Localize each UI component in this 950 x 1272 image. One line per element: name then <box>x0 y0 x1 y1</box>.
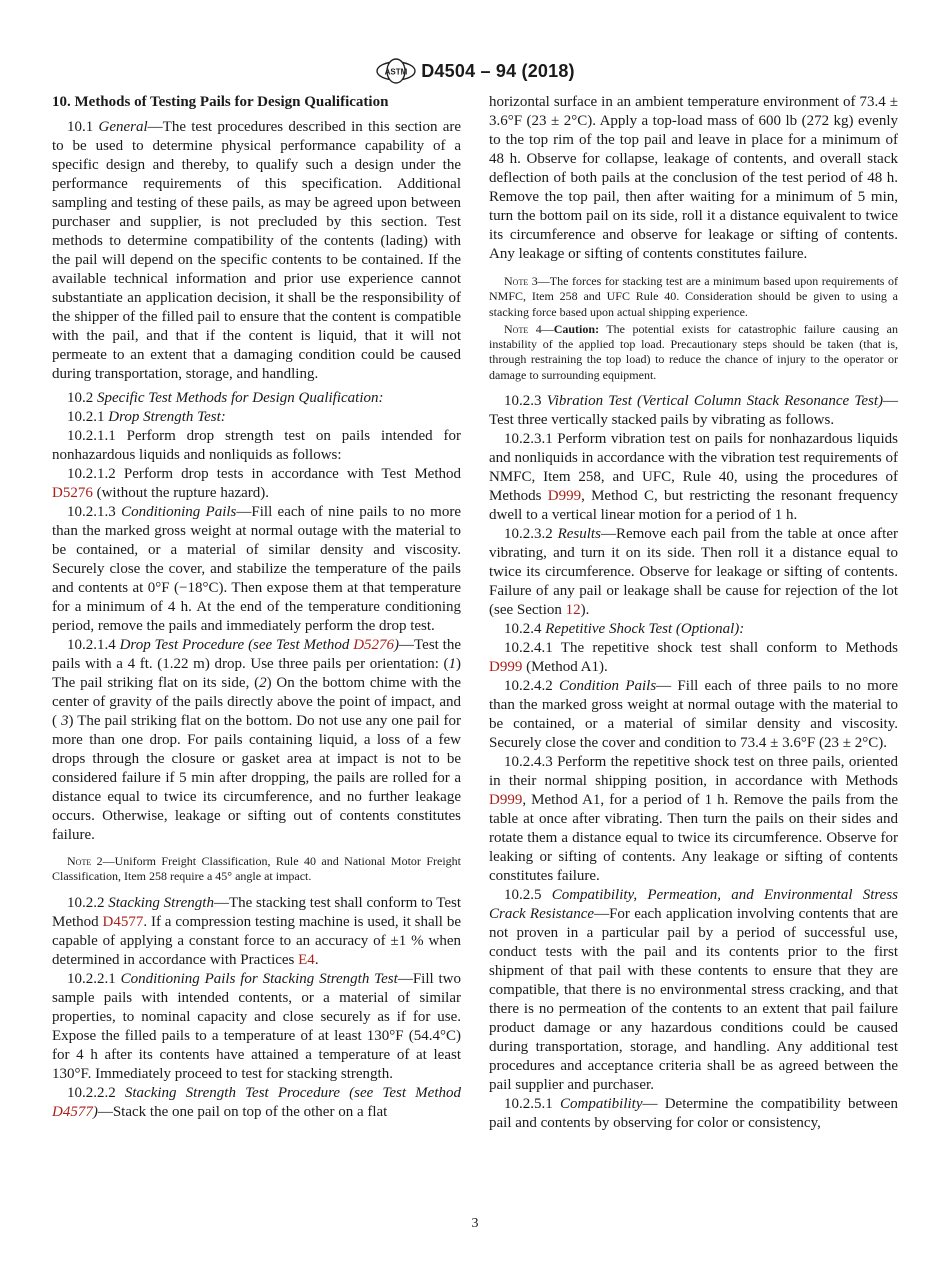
para-10-2-5: 10.2.5 Compatibility, Permeation, and Environmental Stress Crack Resistance—For each application involving contents that are not proven in a particular pail by a period of successful use, conduct tests with the pail and its contents prior to the first shipment of that pail with these contents to ensure that they are compatible, that there is no environmental stress cracking, and that there is no permeation of the contents to an extent that pail failure product damage or any hazardous conditions could be caused during transportation, storage, and handling. Any additional test procedures and acceptance criteria shall be as agreed between the pail supplier and purchaser. <box>489 887 899 1094</box>
page-header <box>0 56 950 86</box>
link-section-12[interactable]: 12 <box>565 602 581 619</box>
para-10-2-2-1: 10.2.2.1 Conditioning Pails for Stacking Strength Test—Fill two sample pails with intended contents, or a material of similar properties, to nominal capacity and close securely as if for use. Expose the filled pails to a temperature of at least 130°F (54.4°C) for 4 h after its contents have attained a temperature of at least 130°F. Immediately proceed to test for stacking strength. <box>52 970 461 1082</box>
link-d999[interactable]: D999 <box>489 659 523 676</box>
page-number: 3 <box>471 1216 479 1231</box>
para-10-2-3-2: 10.2.3.2 Results—Remove each pail from the table at once after vibrating, and turn it on its side. Then roll it a distance equal to twice its circumference. Observe for leakage or sifting of contents. Failure of any pail or leakage shall be cause for rejection of the lot (see Section 12). <box>489 526 899 619</box>
para-10-2-4-2: 10.2.4.2 Condition Pails— Fill each of three pails to no more than the marked gross weight at normal outage with the material to be contained, or a material of similar density and viscosity. Securely close the cover and condition to 73.4 ± 3.6°F (23 ± 2°C). <box>489 678 899 752</box>
link-d999[interactable]: D999 <box>489 792 523 809</box>
link-e4[interactable]: E4 <box>298 951 315 968</box>
para-10-2-1-4: 10.2.1.4 Drop Test Procedure (see Test Method D5276)—Test the pails with a 4 ft. (1.22 m) drop. Use three pails per orientation: (1) The pail striking flat on its side, (2) On the bottom chime with the center of gravity of the pails directly above the point of impact, and ( 3) The pail striking flat on the bottom. Do not use any one pail for more than one drop. For pails containing liquid, a loss of a few drops through the closure or gasket area at impact is not to be considered failure if 5 min after dropping, the pails are rolled for a distance equal to twice its circumference, and no further leakage occurs. Otherwise, leakage or sifting out of contents constitutes failure. <box>52 637 461 843</box>
para-10-2: 10.2 Specific Test Methods for Design Qualification: <box>67 390 384 406</box>
para-10-2-4: 10.2.4 Repetitive Shock Test (Optional): <box>504 621 745 638</box>
para-continued: horizontal surface in an ambient temperature environment of 73.4 ± 3.6°F (23 ± 2°C). Apply a top-load mass of 600 lb (272 kg) evenly to the top rim of the top pail and leave in place for a minimum of 48 h. Observe for collapse, leakage of contents, and overall stack deflection of both pails at the conclusion of the test period of 48 h. Remove the top pail, then after waiting for a minimum of 5 min, turn the bottom pail on its side, roll it a distance equivalent to twice its circumference and observe for leakage or sifting of contents. Any leakage or sifting of contents constitutes failure. <box>489 94 898 262</box>
para-10-2-5-1: 10.2.5.1 Compatibility— Determine the compatibility between pail and contents by observing for color or consistency, <box>489 1096 898 1132</box>
para-10-2-4-3: 10.2.4.3 Perform the repetitive shock test on three pails, oriented in their normal shipping position, in accordance with Methods D999, Method A1, for a period of 1 h. Remove the pails from the table at once after vibrating. Then turn the pails on their sides and rotate them a distance equal to twice its circumference. Observe for leaking or sifting of contents. Any leakage or sifting of contents constitutes failure. <box>489 754 898 885</box>
para-10-2-1-3: 10.2.1.3 Conditioning Pails—Fill each of nine pails to no more than the marked gross weight at normal outage with the material to be contained, or a material of similar density and viscosity. Securely close the cover, and stabilize the temperature of the pails and contents at 0°F (−18°C). Then expose them at that temperature for a minimum of 4 h. At the end of the temperature conditioning period, remove the pails and immediately perform the drop test. <box>52 504 461 634</box>
standard-designation: D4504 – 94 (2018) <box>421 60 575 81</box>
note-2: Note 2—Uniform Freight Classification, Rule 40 and National Motor Freight Classification, Item 258 require a 45° angle at impact. <box>52 854 461 884</box>
para-10-2-3-1: 10.2.3.1 Perform vibration test on pails for nonhazardous liquids and nonliquids in accordance with the vibration test requirements of NMFC, Item 258, and UFC, Rule 40, using the procedures of Methods D999, Method C, but restricting the resonant frequency dwell to a vertical linear motion for a period of 1 h. <box>489 431 898 524</box>
note-3: Note 3—The forces for stacking test are a minimum based upon requirements of NMFC, Item 258 and UFC Rule 40. Consideration should be given to using a stacking force based upon actual shipping experience. <box>489 274 898 319</box>
para-10-2-4-1: 10.2.4.1 The repetitive shock test shall conform to Methods D999 (Method A1). <box>489 640 898 676</box>
link-d4577[interactable]: D4577 <box>52 1103 93 1120</box>
svg-text:ASTM: ASTM <box>384 67 408 77</box>
note-4: Note 4—Caution: The potential exists for catastrophic failure causing an instability of the applied top load. Precautionary steps should be taken (that is, through restraining the top load) to reduce the chance of injury to the operator or damage to surrounding equipment. <box>489 321 899 382</box>
link-d999[interactable]: D999 <box>547 488 582 505</box>
link-d5276[interactable]: D5276 <box>52 485 93 501</box>
para-10-2-2: 10.2.2 Stacking Strength—The stacking test shall conform to Test Method D4577. If a compression testing machine is used, it shall be capable of applying a constant force to an accuracy of ±1 % when determined in accordance with Practices E4. <box>52 894 461 968</box>
para-10-2-1: 10.2.1 Drop Strength Test: <box>67 409 226 425</box>
para-10-2-1-1: 10.2.1.1 Perform drop strength test on pails intended for nonhazardous liquids and nonliquids as follows: <box>52 428 461 463</box>
para-10-1: 10.1 General—The test procedures described in this section are to be used to determine physical performance capability of a specific design and thereby, to qualify such a design under the performance requirements of this specification. Additional sampling and testing of these pails, as may be agreed upon between purchaser and supplier, is not precluded by this section. Test methods to determine compatibility of the contents (lading) with the pail will depend on the specific contents to be contained. If the available technical information and prior use experience cannot substantiate an application decision, it shall be the responsibility of the shipper of the filled pail to ensure that the content is compatible with the pail, and that if the content is liquid, that it will not permeate to an extent that a damaging condition could be caused during transportation, storage, and handling. <box>52 119 462 382</box>
para-10-2-1-2: 10.2.1.2 Perform drop tests in accordance with Test Method D5276 (without the rupture hazard). <box>52 466 461 501</box>
section-heading: 10. Methods of Testing Pails for Design Qualification <box>52 94 389 110</box>
right-column <box>489 93 898 1133</box>
link-d4577[interactable]: D4577 <box>102 913 144 930</box>
astm-logo-icon <box>375 58 417 84</box>
para-10-2-2-2: 10.2.2.2 Stacking Strength Test Procedure (see Test Method D4577)—Stack the one pail on top of the other on a flat <box>52 1084 461 1120</box>
left-column <box>52 93 461 1122</box>
link-d5276[interactable]: D5276 <box>353 637 395 653</box>
para-10-2-3: 10.2.3 Vibration Test (Vertical Column Stack Resonance Test)—Test three vertically stacked pails by vibrating as follows. <box>489 393 898 429</box>
